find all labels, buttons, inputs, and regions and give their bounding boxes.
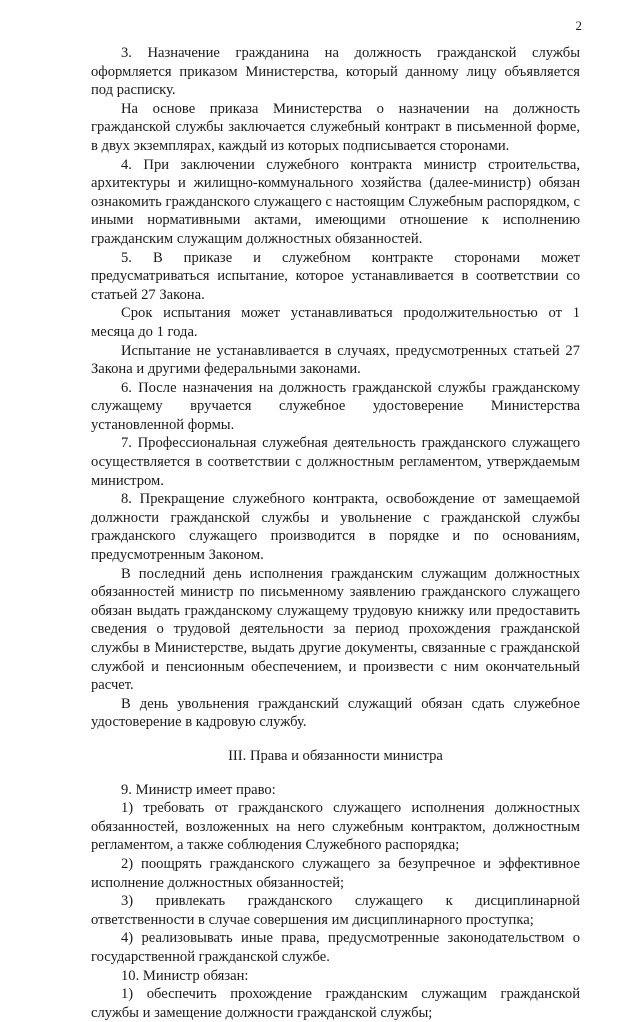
paragraph: 7. Профессиональная служебная деятельность гражданского служащего осуществляется в соответствии с должностным регламентом, утверждаемым министром. xyxy=(91,435,580,489)
list-item: 4) реализовывать иные права, предусмотренные законодательством о государственной гражданской службе. xyxy=(91,930,580,965)
paragraph: На основе приказа Министерства о назначении на должность гражданской службы заключается служебный контракт в письменной форме, в двух экземплярах, каждый из которых подписывается сторонами. xyxy=(91,100,580,154)
list-item: 1) обеспечить прохождение гражданским служащим гражданской службы и замещение должности гражданской службы; xyxy=(91,986,580,1021)
paragraph: 8. Прекращение служебного контракта, освобождение от замещаемой должности гражданской службы и увольнение с гражданской службы гражданского служащего производится в порядке и по основаниям, предусмотренным Законом. xyxy=(91,491,580,564)
list-item: 3) привлекать гражданского служащего к дисциплинарной ответственности в случае совершения им дисциплинарного проступка; xyxy=(91,893,580,928)
paragraph: 9. Министр имеет право: xyxy=(121,781,276,798)
paragraph: В день увольнения гражданский служащий обязан сдать служебное удостоверение в кадровую службу. xyxy=(91,695,580,731)
paragraph: 10. Министр обязан: xyxy=(121,967,249,984)
paragraph: 4. При заключении служебного контракта министр строительства, архитектуры и жилищно-коммунального хозяйства (далее-министр) обязан ознакомить гражданского служащего с настоящим Служебным распорядком, с иными нормативными актами, имеющими отношение к исполнению гражданским служащим должностных обязанностей. xyxy=(91,156,580,247)
paragraph: Срок испытания может устанавливаться продолжительностью от 1 месяца до 1 года. xyxy=(91,305,580,340)
paragraph: 6. После назначения на должность гражданской службы гражданскому служащему вручается служебное удостоверение Министерства установленной формы. xyxy=(91,379,580,433)
paragraph: Испытание не устанавливается в случаях, предусмотренных статьей 27 Закона и другими федеральными законами. xyxy=(91,342,580,378)
list-item: 2) поощрять гражданского служащего за безупречное и эффективное исполнение должностных обязанностей; xyxy=(91,855,580,891)
paragraph: 3. Назначение гражданина на должность гражданской службы оформляется приказом Министерства, который данному лицу объявляется под расписку. xyxy=(91,45,580,99)
page-number: 2 xyxy=(575,18,582,33)
section-heading: III. Права и обязанности министра xyxy=(228,747,443,764)
paragraph: В последний день исполнения гражданским служащим должностных обязанностей министр по письменному заявлению гражданского служащего обязан выдать гражданскому служащему трудовую книжку или предоставить сведения о трудовой деятельности за период прохождения гражданской службы в Министерстве, выдать другие документы, связанные с гражданской службой и пенсионным обеспечением, и произвести с ним окончательный расчет. xyxy=(91,565,580,694)
list-item: 1) требовать от гражданского служащего исполнения должностных обязанностей, возложенных на него служебным контрактом, должностным регламентом, а также соблюдения Служебного распорядка; xyxy=(91,800,580,854)
paragraph: 5. В приказе и служебном контракте сторонами может предусматриваться испытание, которое устанавливается в соответствии со статьей 27 Закона. xyxy=(91,249,580,303)
document-body xyxy=(91,44,580,1022)
